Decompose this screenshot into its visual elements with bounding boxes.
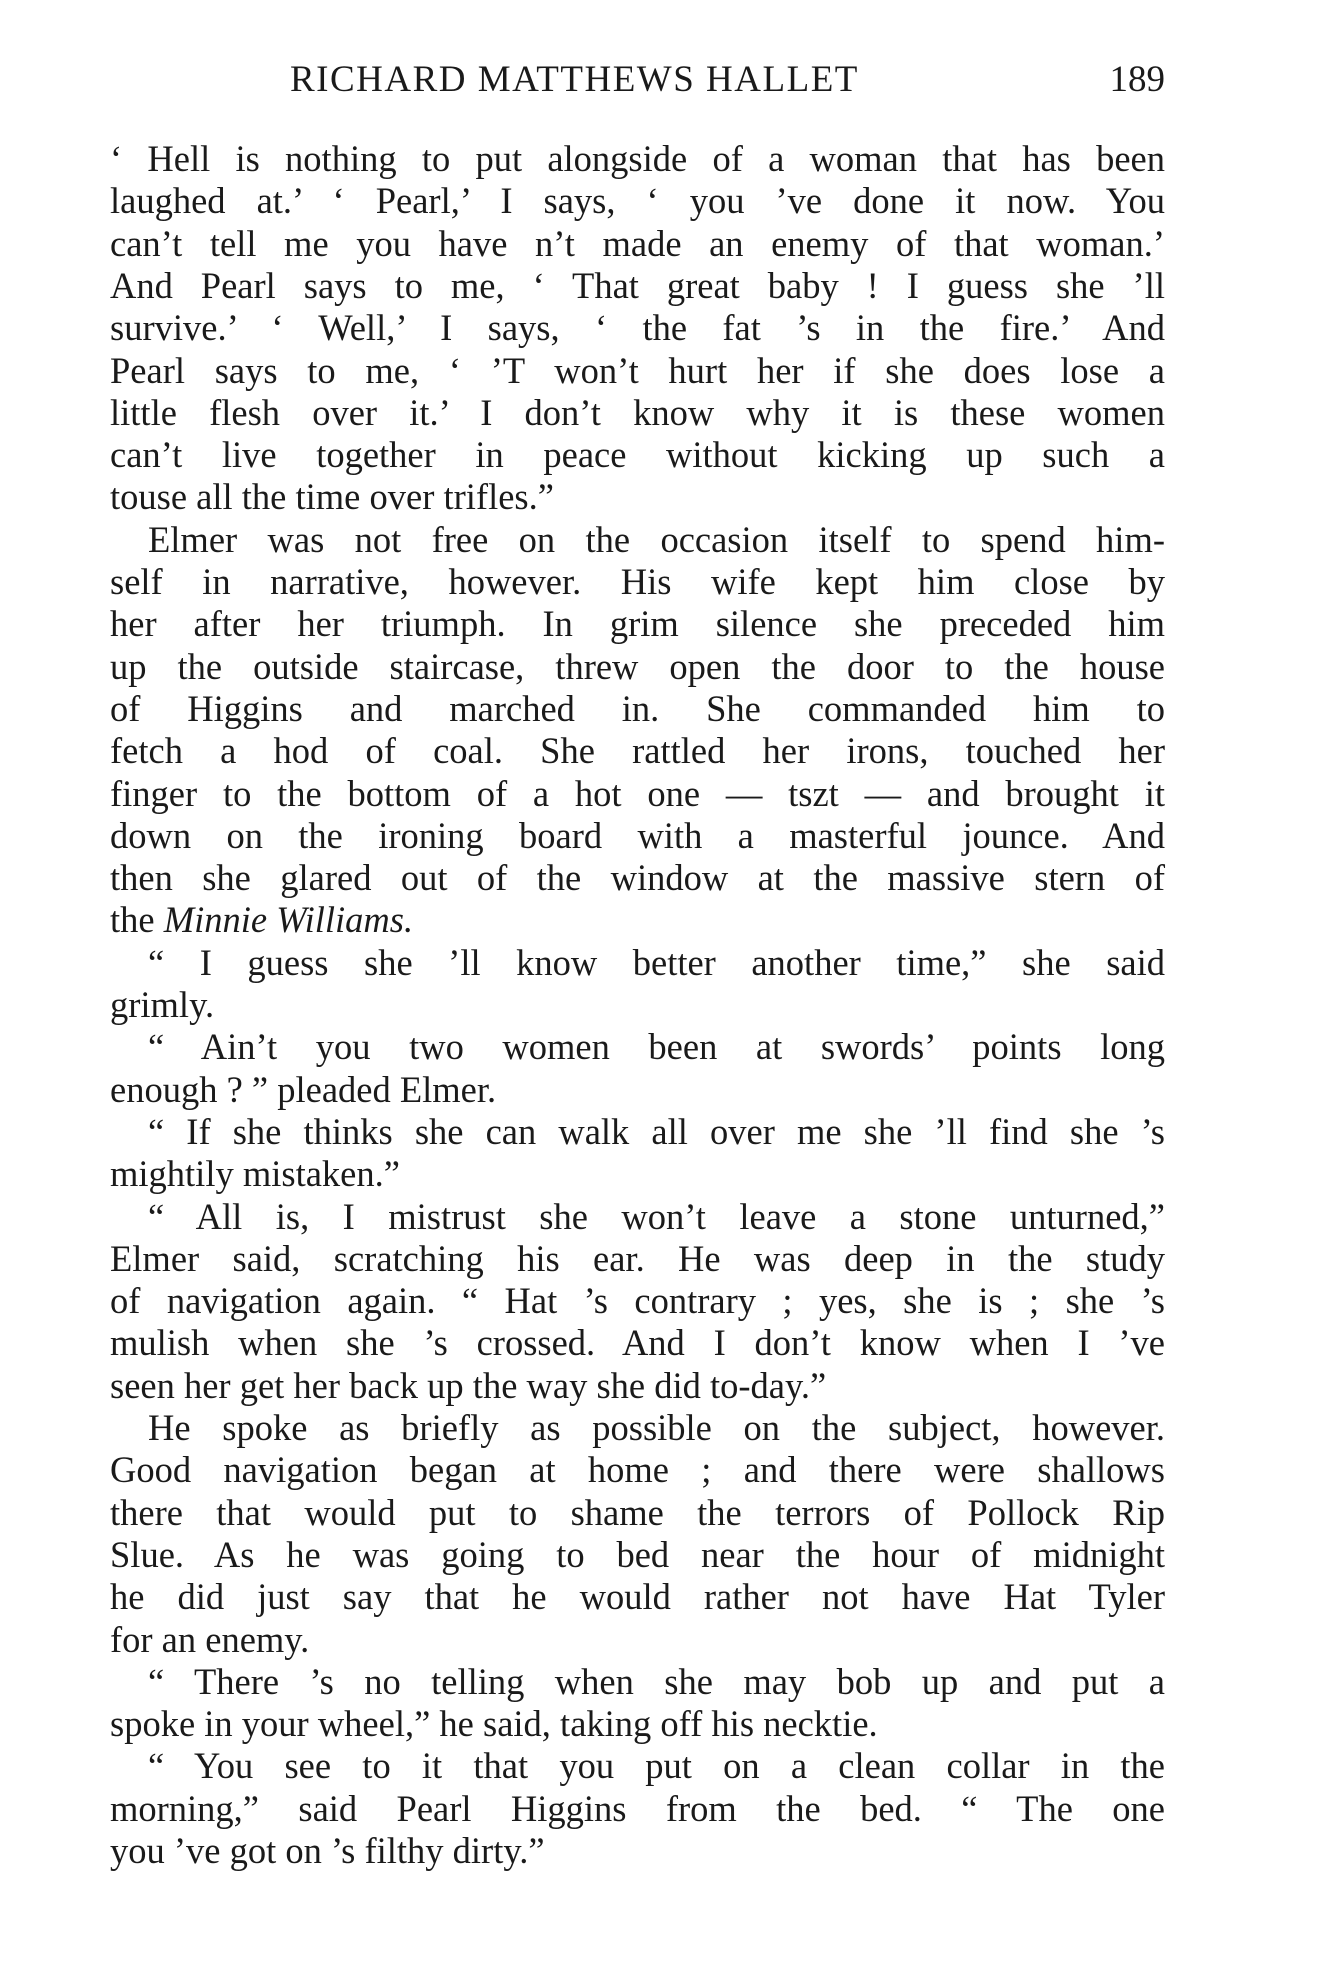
text-line: ‘ Hell is nothing to put alongside of a woman that has been [110,138,1165,179]
text-line: of Higgins and marched in. She commanded him to [110,688,1165,729]
text-line-start: the [110,899,155,940]
text-line: can’t live together in peace without kicking up such a [110,434,1165,475]
text-line: finger to the bottom of a hot one — tszt — and brought it [110,773,1165,814]
text-line: grimly. [110,984,215,1025]
text-line: survive.’ ‘ Well,’ I says, ‘ the fat ’s in the fire.’ And [110,307,1165,348]
text-line: down on the ironing board with a masterful jounce. And [110,815,1165,856]
text-line: Good navigation began at home ; and there were shallows [110,1449,1165,1490]
text-line: touse all the time over trifles.” [110,476,554,517]
text-line: mulish when she ’s crossed. And I don’t know when I ’ve [110,1322,1165,1363]
text-line: “ I guess she ’ll know better another time,” she said [148,942,1165,983]
text-line: laughed at.’ ‘ Pearl,’ I says, ‘ you ’ve done it now. You [110,180,1165,221]
text-line: Pearl says to me, ‘ ’T won’t hurt her if she does lose a [110,350,1165,391]
text-line: spoke in your wheel,” he said, taking off his necktie. [110,1703,878,1744]
text-line [110,899,1165,941]
text-line: you ’ve got on ’s filthy dirty.” [110,1830,545,1871]
text-line: He spoke as briefly as possible on the subject, however. [148,1407,1165,1448]
text-line: her after her triumph. In grim silence she preceded him [110,603,1165,644]
text-line: seen her get her back up the way she did to-day.” [110,1365,827,1406]
text-line: of navigation again. “ Hat ’s contrary ; yes, she is ; she ’s [110,1280,1165,1321]
text-line: Elmer was not free on the occasion itself to spend him- [148,519,1165,560]
text-line: Slue. As he was going to bed near the hour of midnight [110,1534,1165,1575]
text-line: “ There ’s no telling when she may bob up and put a [148,1661,1165,1702]
text-line: “ You see to it that you put on a clean collar in the [148,1745,1165,1786]
text-line: there that would put to shame the terrors of Pollock Rip [110,1492,1165,1533]
text-line: enough ? ” pleaded Elmer. [110,1069,497,1110]
text-line: then she glared out of the window at the massive stern of [110,857,1165,898]
text-line: up the outside staircase, threw open the door to the house [110,646,1165,687]
text-line: “ All is, I mistrust she won’t leave a stone unturned,” [148,1196,1165,1237]
text-line: “ If she thinks she can walk all over me she ’ll find she ’s [148,1111,1165,1152]
text-line: mightily mistaken.” [110,1153,400,1194]
text-line: “ Ain’t you two women been at swords’ points long [148,1026,1165,1067]
text-line: fetch a hod of coal. She rattled her irons, touched her [110,730,1165,771]
text-line: And Pearl says to me, ‘ That great baby ! I guess she ’ll [110,265,1165,306]
text-line: morning,” said Pearl Higgins from the bed. “ The one [110,1788,1165,1829]
page-number: 189 [1109,59,1165,100]
text-line: little flesh over it.’ I don’t know why it is these women [110,392,1165,433]
running-head [110,58,1165,108]
text-line: Elmer said, scratching his ear. He was deep in the study [110,1238,1165,1279]
text-line: he did just say that he would rather not have Hat Tyler [110,1576,1165,1617]
text-line: can’t tell me you have n’t made an enemy of that woman.’ [110,223,1165,264]
text-line: for an enemy. [110,1619,310,1660]
running-title: RICHARD MATTHEWS HALLET [290,59,859,100]
text-line: self in narrative, however. His wife kept him close by [110,561,1165,602]
ship-name: Minnie Williams. [163,899,414,940]
